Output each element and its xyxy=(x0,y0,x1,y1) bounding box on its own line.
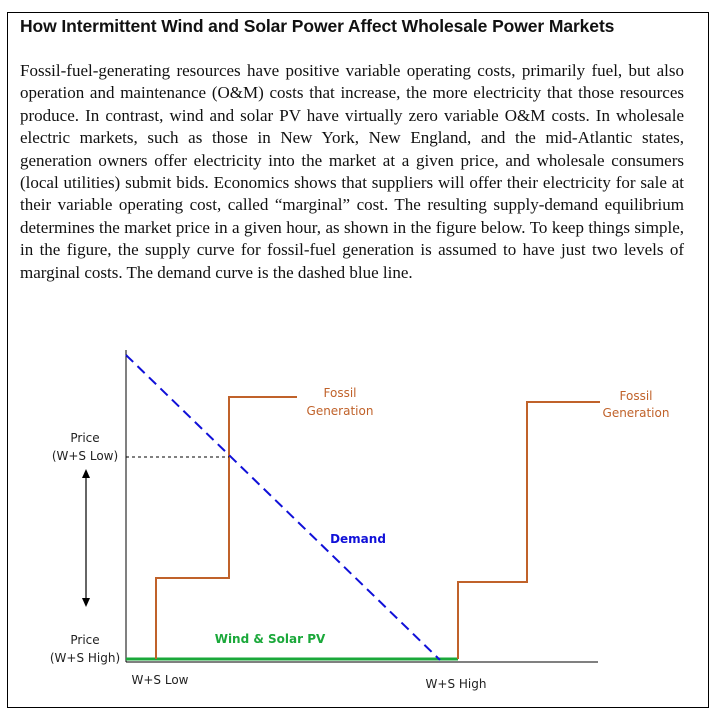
fossil-supply-right xyxy=(458,402,600,659)
x-label-low: W+S Low xyxy=(131,673,189,687)
fossil-right-label-1: Fossil xyxy=(619,389,653,403)
fossil-left-label-1: Fossil xyxy=(323,386,357,400)
demand-label: Demand xyxy=(330,532,386,546)
arrow-up-head xyxy=(82,469,90,478)
price-high-label-1: Price xyxy=(70,633,100,647)
demand-line xyxy=(126,355,440,660)
box-paragraph: Fossil-fuel-generating resources have positive variable operating costs, primarily fuel, but also operation and maintenance (O&M) costs that increase, the more electricity that those resources produce. In contrast, wind and solar PV have virtually zero variable O&M costs. In wholesale electric markets, such as those in New York, New England, and the mid-Atlantic states, generation owners offer electricity into the market at a given price, and wholesale consumers (local utilities) submit bids. Economics shows that suppliers will offer their electricity for sale at their variable operating cost, called “marginal” cost. The resulting supply-demand equilibrium determines the market price in a given hour, as shown in the figure below. To keep things simple, in the figure, the supply curve for fossil-fuel generation is assumed to have just two levels of marginal costs. The demand curve is the dashed blue line. xyxy=(20,61,684,282)
arrow-down-head xyxy=(82,598,90,607)
price-low-label-2: (W+S Low) xyxy=(51,449,119,463)
x-label-high: W+S High xyxy=(425,677,487,691)
fossil-supply-left xyxy=(156,397,297,659)
fossil-right-label-2: Generation xyxy=(602,406,670,420)
box-title: How Intermittent Wind and Solar Power Affect Wholesale Power Markets xyxy=(20,16,615,36)
wind-solar-label: Wind & Solar PV xyxy=(214,632,326,646)
price-low-label-1: Price xyxy=(70,431,100,445)
price-high-label-2: (W+S High) xyxy=(49,651,121,665)
fossil-left-label-2: Generation xyxy=(306,404,374,418)
